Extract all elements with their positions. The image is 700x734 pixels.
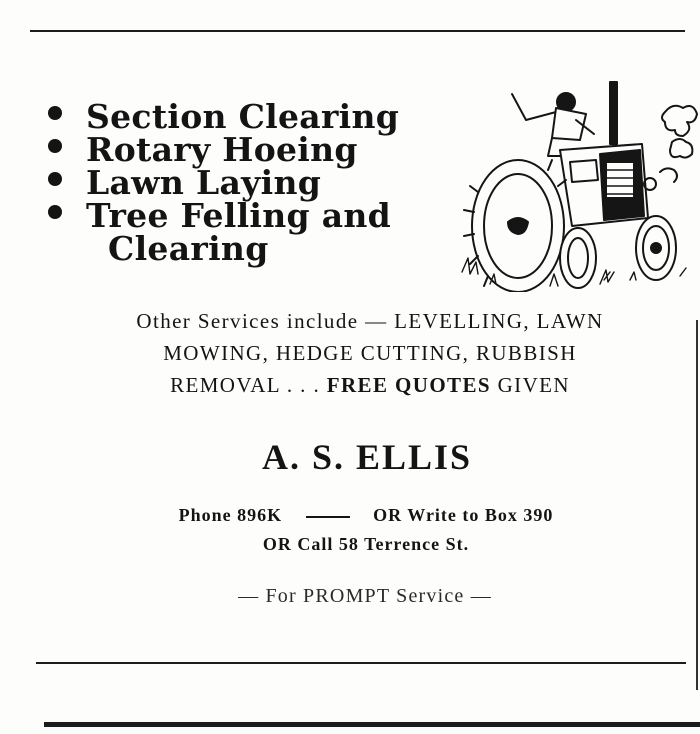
service-label: Rotary Hoeing [86,130,358,169]
other-services-line-2: MOWING, HEDGE CUTTING, RUBBISH [163,341,577,365]
removal-text: REMOVAL . . . [170,373,321,397]
service-item [48,163,448,202]
given-text: GIVEN [497,373,570,397]
service-item [48,97,448,136]
right-edge-line [696,320,698,690]
bullet-icon [48,205,62,219]
business-name: A. S. ELLIS [261,437,473,477]
street-address: OR Call 58 Terrence St. [262,534,470,554]
bottom-rule [44,722,700,727]
phone-number: Phone 896K [178,505,283,525]
write-address: OR Write to Box 390 [373,505,554,525]
service-label-continuation: Clearing [108,229,269,268]
top-rule [30,30,685,32]
bullet-icon [48,106,62,120]
services-list [48,97,448,268]
lower-rule [36,662,686,664]
bullet-icon [48,139,62,153]
free-quotes-text: FREE QUOTES [326,373,491,397]
other-services-line-1: Other Services include — LEVELLING, LAWN [136,309,604,333]
service-label: Section Clearing [86,97,400,136]
bullet-icon [48,172,62,186]
tagline: — For PROMPT Service — [238,585,492,607]
service-item [48,196,448,235]
dash-divider [306,516,350,518]
service-label: Lawn Laying [86,163,322,202]
tractor-illustration [460,72,698,292]
other-services-line-3 [0,373,700,398]
service-item [48,130,448,169]
contact-line-1 [0,505,700,526]
service-label: Tree Felling and [86,196,392,235]
